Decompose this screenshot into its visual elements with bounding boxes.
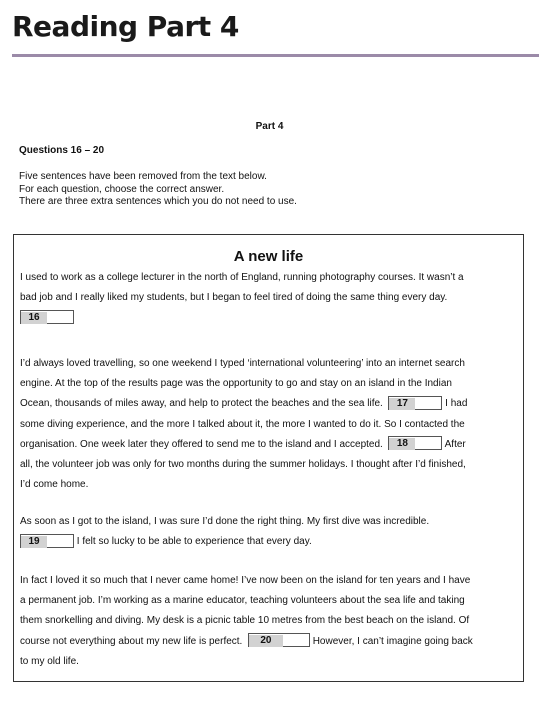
text-line: [20, 632, 520, 652]
reading-text-box: [13, 234, 524, 682]
page-title: Reading Part 4: [12, 10, 239, 43]
text-line: some diving experience, and the more I talked about it, the more I wanted to do it. So I contacted the: [20, 418, 465, 430]
gap-number: 18: [389, 438, 415, 450]
answer-gap-17[interactable]: [388, 396, 442, 410]
answer-gap-16[interactable]: [20, 310, 74, 324]
text-line: [20, 308, 520, 328]
text-line: to my old life.: [20, 655, 79, 667]
text-line: I’d come home.: [20, 479, 89, 491]
text-line: bad job and I really liked my students, but I began to feel tired of doing the same thing every day.: [20, 292, 448, 304]
text-line: In fact I loved it so much that I never came home! I’ve now been on the island for ten years and I have: [20, 575, 471, 586]
text-line: I’d always loved travelling, so one weekend I typed ‘international volunteering’ into an internet search: [20, 358, 465, 369]
instruction-line: Five sentences have been removed from the text below.: [19, 171, 267, 182]
text-line: engine. At the top of the results page was the opportunity to go and stay on an island in the Indian: [20, 378, 452, 390]
paragraph-4: [20, 571, 520, 672]
text-line: them snorkelling and diving. My desk is a picnic table 10 metres from the best beach on the island. Of: [20, 615, 470, 627]
text-line: [20, 435, 520, 455]
answer-gap-20[interactable]: [248, 633, 310, 647]
gap-number: 17: [389, 398, 415, 410]
heading-divider: [12, 54, 539, 57]
instruction-line: For each question, choose the correct answer.: [19, 183, 225, 195]
text-line: As soon as I got to the island, I was sure I’d done the right thing. My first dive was incredible.: [20, 516, 430, 527]
gap-number: 16: [21, 312, 47, 324]
gap-number: 19: [21, 536, 47, 548]
paragraph-2: [20, 354, 520, 495]
text-line: a permanent job. I’m working as a marine educator, teaching volunteers about the sea life and taking: [20, 595, 465, 607]
article-title: A new life: [233, 248, 304, 265]
instructions: [19, 171, 297, 209]
instruction-line: There are three extra sentences which you do not need to use.: [19, 196, 297, 207]
questions-label: Questions 16 – 20: [19, 145, 105, 156]
text-segment: Ocean, thousands of miles away, and help to protect the beaches and the sea life.: [20, 398, 383, 410]
text-segment: I felt so lucky to be able to experience that every day.: [76, 536, 312, 548]
text-line: I used to work as a college lecturer in the north of England, running photography courses. It wasn’t a: [20, 272, 464, 283]
paragraph-3: [20, 512, 520, 552]
text-line: [20, 532, 520, 552]
text-segment: After: [444, 438, 466, 450]
text-segment: course not everything about my new life is perfect.: [20, 635, 243, 647]
gap-number: 20: [249, 635, 283, 647]
text-line: [20, 394, 520, 414]
answer-gap-18[interactable]: [388, 436, 442, 450]
answer-gap-19[interactable]: [20, 534, 74, 548]
text-segment: However, I can’t imagine going back: [312, 635, 473, 647]
text-line: all, the volunteer job was only for two months during the summer holidays. I thought after I’d finished,: [20, 458, 466, 470]
paragraph-1: [20, 268, 520, 329]
text-segment: organisation. One week later they offered to send me to the island and I accepted.: [20, 438, 383, 450]
part-label: Part 4: [255, 121, 284, 132]
text-segment: I had: [445, 398, 468, 410]
